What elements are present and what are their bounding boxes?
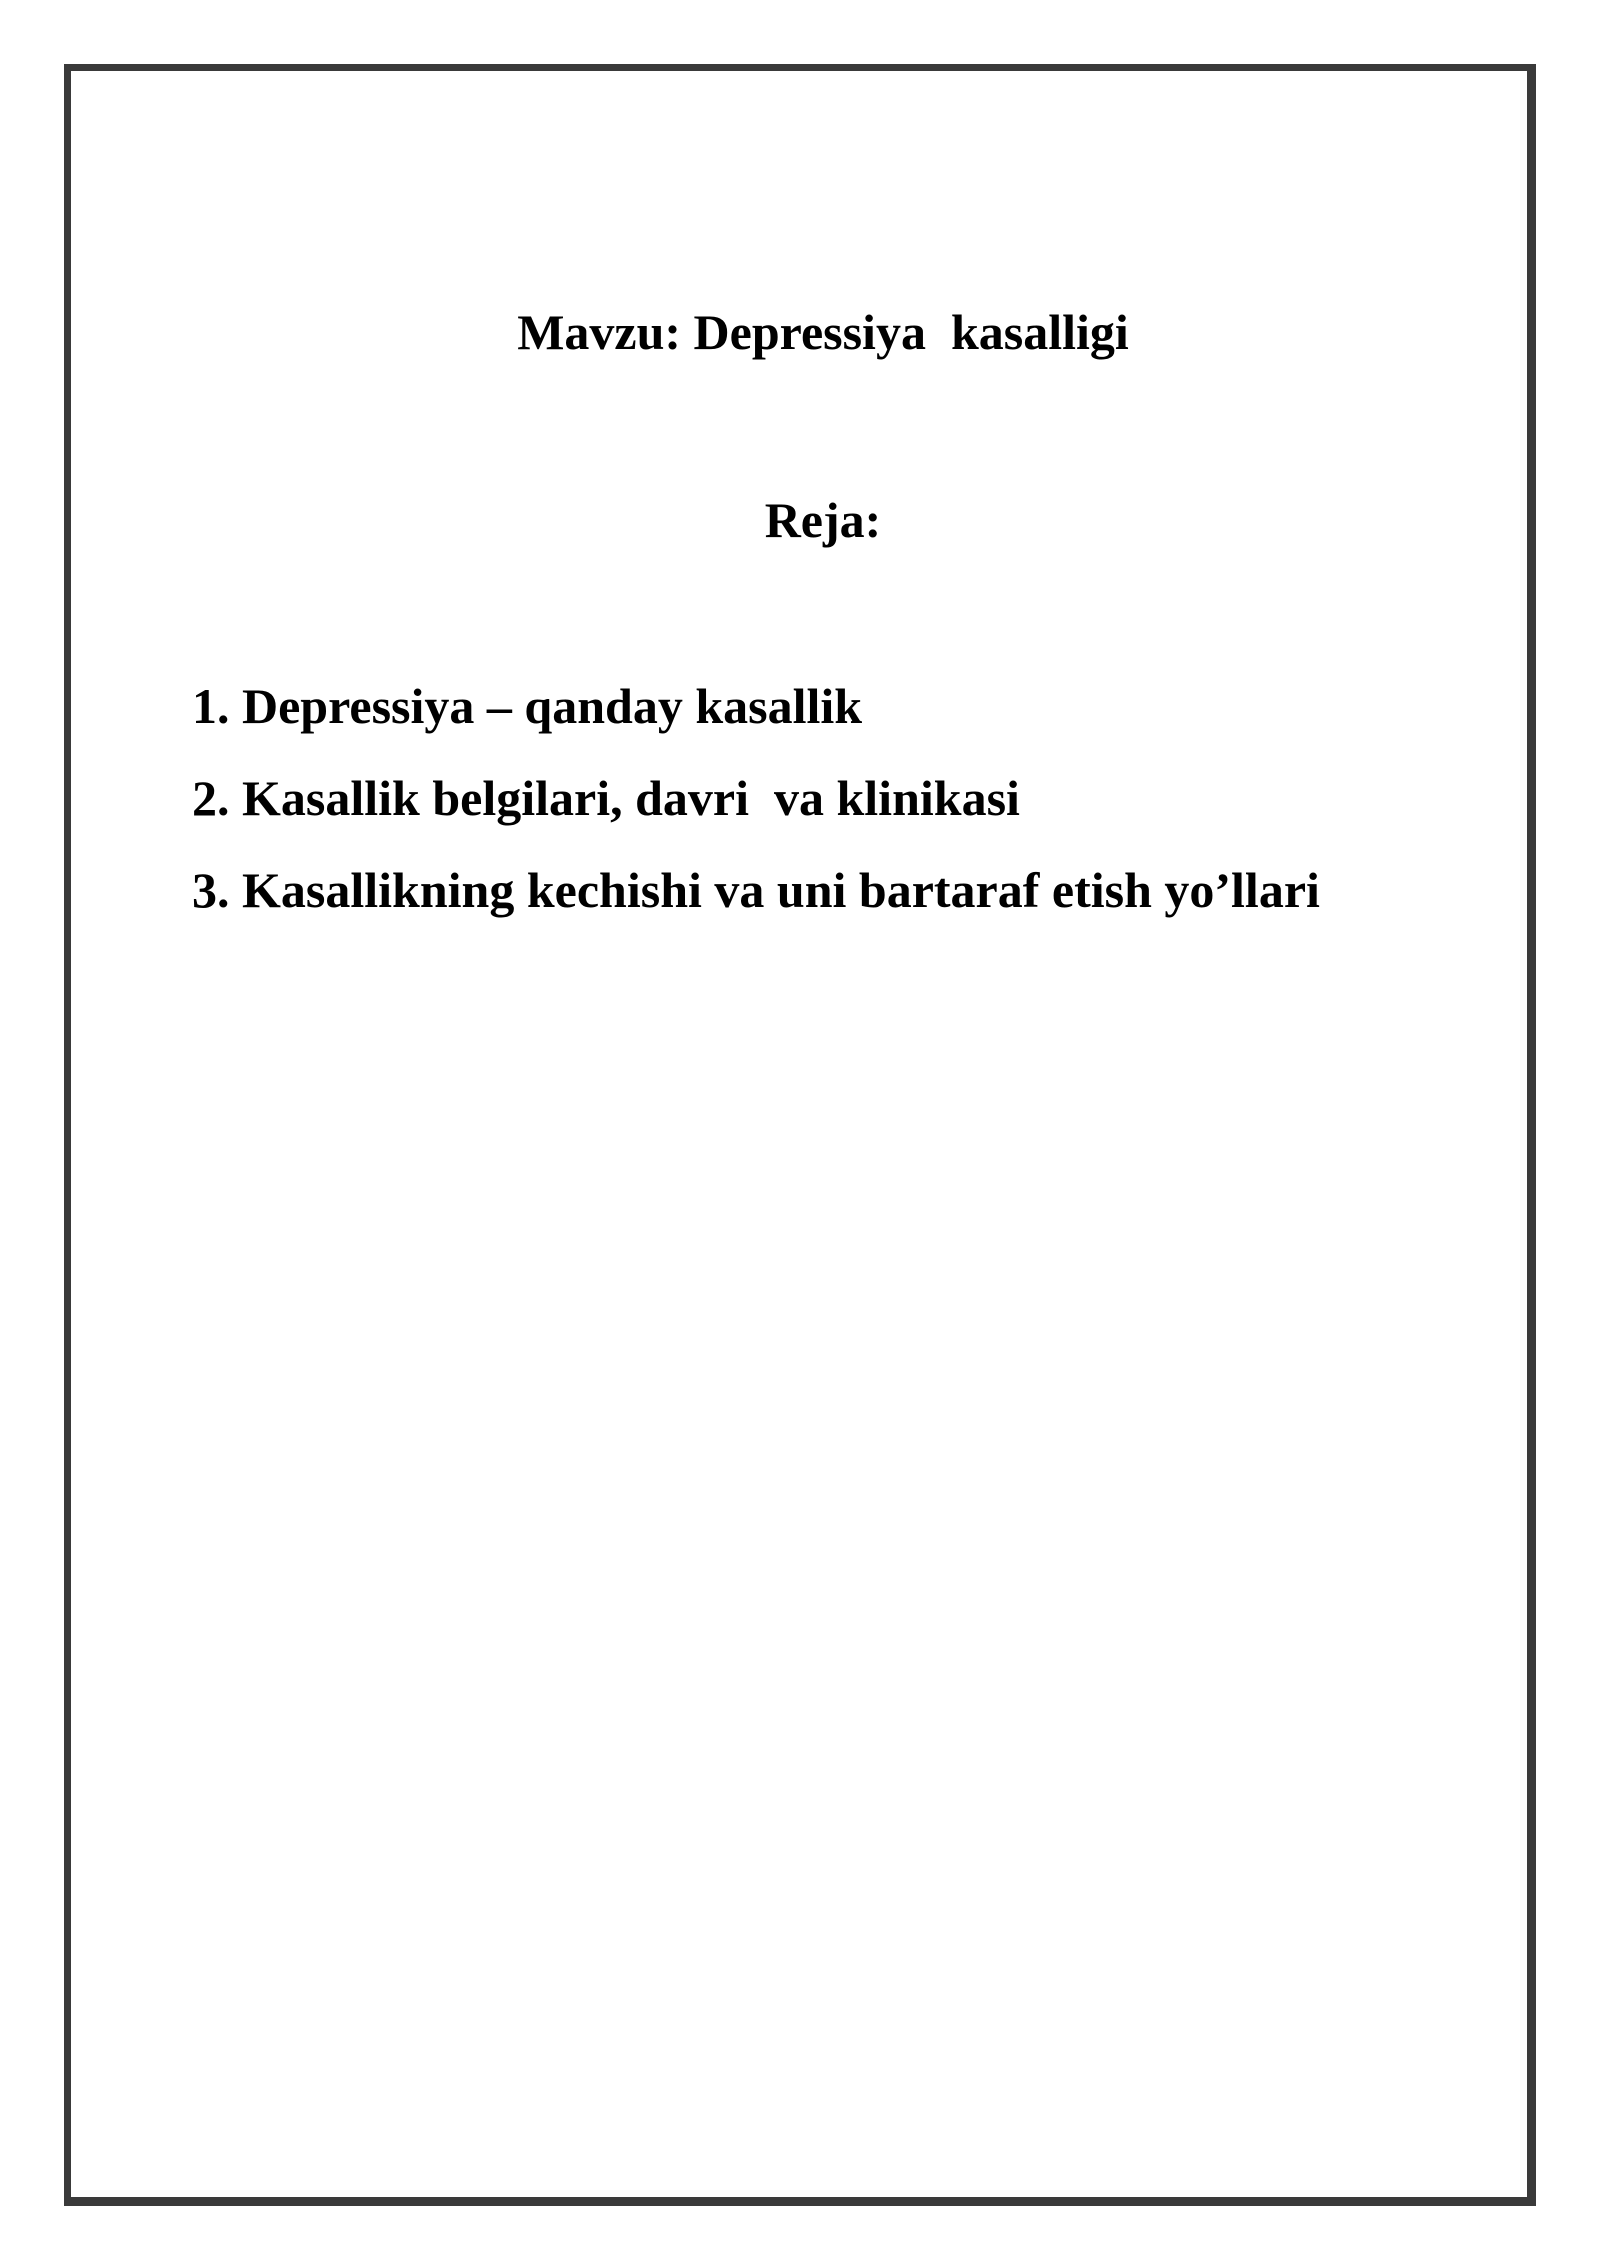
plan-item: 3. Kasallikning kechishi va uni bartaraf etish yo’llari bbox=[192, 862, 1320, 918]
plan-item: 1. Depressiya – qanday kasallik bbox=[192, 678, 863, 734]
plan-heading: Reja: bbox=[764, 492, 882, 548]
document-title: Mavzu: Depressiya kasalligi bbox=[517, 304, 1129, 360]
plan-list bbox=[192, 676, 1320, 952]
page-border bbox=[64, 64, 1536, 2206]
plan-item: 2. Kasallik belgilari, davri va klinikasi bbox=[192, 770, 1020, 826]
